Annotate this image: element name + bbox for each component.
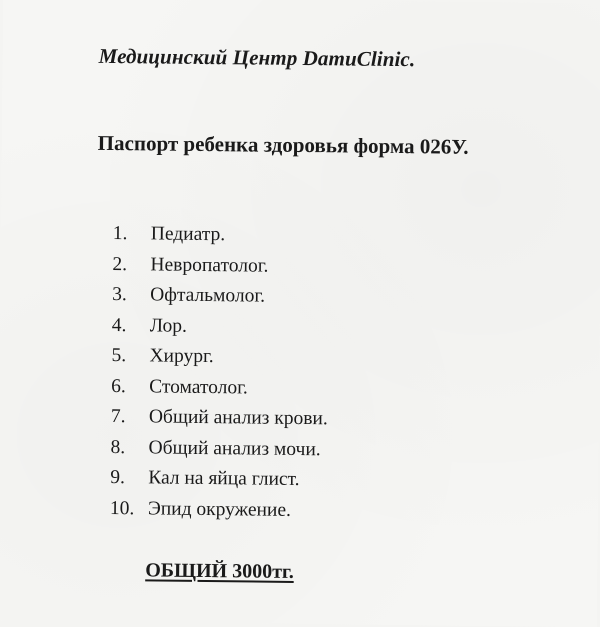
- list-item: [112, 284, 329, 317]
- item-label: Общий анализ крови.: [148, 406, 328, 430]
- item-number: 1.: [112, 223, 128, 245]
- services-list: [110, 223, 330, 530]
- list-item: [112, 254, 329, 287]
- clinic-name: Медицинский Центр DamиClinic.: [98, 43, 416, 72]
- item-number: 7.: [110, 406, 126, 428]
- item-label: Хирург.: [149, 345, 214, 368]
- item-label: Педиатр.: [150, 223, 226, 246]
- item-number: 10.: [109, 497, 135, 519]
- list-item: [110, 467, 327, 500]
- item-number: 9.: [110, 467, 125, 489]
- list-item: [112, 315, 329, 348]
- item-label: Общий анализ мочи.: [148, 436, 321, 460]
- item-number: 6.: [111, 375, 126, 397]
- item-number: 3.: [112, 284, 127, 306]
- list-item: [113, 223, 330, 256]
- list-item: [111, 376, 328, 409]
- item-label: Эпид окружение.: [147, 497, 292, 521]
- item-number: 8.: [110, 436, 126, 458]
- item-label: Офтальмолог.: [150, 284, 266, 307]
- total-price: ОБЩИЙ 3000тг.: [145, 559, 294, 583]
- item-label: Стоматолог.: [149, 375, 248, 398]
- document-title: Паспорт ребенка здоровья форма 026У.: [97, 130, 469, 159]
- list-item: [111, 345, 328, 378]
- item-label: Кал на яйца глист.: [148, 467, 300, 491]
- item-number: 2.: [112, 253, 128, 275]
- item-label: Лор.: [149, 314, 188, 337]
- list-item: [110, 498, 327, 531]
- item-number: 4.: [111, 314, 127, 336]
- item-label: Невропатолог.: [150, 253, 269, 277]
- item-number: 5.: [111, 345, 127, 367]
- list-item: [111, 406, 328, 439]
- list-item: [110, 437, 327, 470]
